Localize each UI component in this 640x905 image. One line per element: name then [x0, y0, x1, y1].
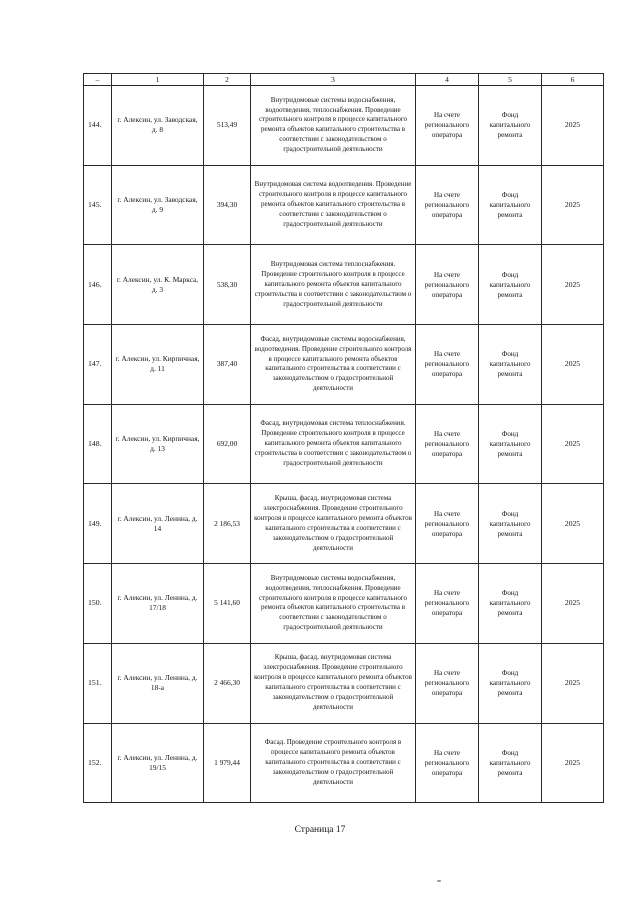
address-cell: г. Алексин, ул. Заводская, д. 9 [112, 165, 204, 245]
works-cell: Крыша, фасад, внутридомовая система электроснабжения. Проведение строительного контроля в процессе капитального ремонта объектов капитального строительства в соответствии с законодательством о градостроительной деятельности [251, 484, 416, 564]
year-cell: 2025 [542, 484, 604, 564]
method-cell: На счете регионального оператора [416, 325, 479, 405]
area-cell: 538,30 [204, 245, 251, 325]
source-cell: Фонд капитального ремонта [479, 404, 542, 484]
table-row [84, 245, 604, 325]
method-cell: На счете регионального оператора [416, 86, 479, 166]
address-cell: г. Алексин, ул. Ленина, д. 17/18 [112, 564, 204, 644]
source-cell: Фонд капитального ремонта [479, 86, 542, 166]
table-row [84, 723, 604, 803]
year-cell: 2025 [542, 165, 604, 245]
works-cell: Внутридомовая система теплоснабжения. Проведение строительного контроля в процессе капитального ремонта объектов капитального строительства в соответствии с законодательством о градостроительной деятельности [251, 245, 416, 325]
row-number: 147. [84, 325, 112, 405]
works-cell: Внутридомовая система водоотведения. Проведение строительного контроля в процессе капитального ремонта объектов капитального строительства в соответствии с законодательством о градостроительной деятельности [251, 165, 416, 245]
table-row [84, 165, 604, 245]
year-cell: 2025 [542, 723, 604, 803]
method-cell: На счете регионального оператора [416, 564, 479, 644]
source-cell: Фонд капитального ремонта [479, 325, 542, 405]
source-cell: Фонд капитального ремонта [479, 643, 542, 723]
table-row [84, 643, 604, 723]
address-cell: г. Алексин, ул. Кирпичная, д. 11 [112, 325, 204, 405]
column-header: 5 [479, 74, 542, 86]
address-cell: г. Алексин, ул. Ленина, д. 19/15 [112, 723, 204, 803]
year-cell: 2025 [542, 325, 604, 405]
column-header: 2 [204, 74, 251, 86]
works-cell: Фасад, внутридомовая система теплоснабжения. Проведение строительного контроля в процессе капитального ремонта объектов капитального строительства в соответствии с законодательством о градостроительной деятельности [251, 404, 416, 484]
method-cell: На счете регионального оператора [416, 404, 479, 484]
method-cell: На счете регионального оператора [416, 245, 479, 325]
column-header: 3 [251, 74, 416, 86]
area-cell: 5 141,60 [204, 564, 251, 644]
area-cell: 2 186,53 [204, 484, 251, 564]
scan-speck [437, 880, 441, 882]
area-cell: 2 466,30 [204, 643, 251, 723]
repair-plan-table [83, 73, 604, 803]
row-number: 149. [84, 484, 112, 564]
area-cell: 394,30 [204, 165, 251, 245]
page-number: Страница 17 [294, 825, 346, 835]
area-cell: 513,49 [204, 86, 251, 166]
source-cell: Фонд капитального ремонта [479, 564, 542, 644]
column-header: 4 [416, 74, 479, 86]
area-cell: 1 979,44 [204, 723, 251, 803]
year-cell: 2025 [542, 404, 604, 484]
method-cell: На счете регионального оператора [416, 643, 479, 723]
address-cell: г. Алексин, ул. Заводская, д. 8 [112, 86, 204, 166]
works-cell: Внутридомовые системы водоснабжения, водоотведения, теплоснабжения. Проведение строительного контроля в процессе капитального ремонта объектов капитального строительства в соответствии с законодательством о градостроительной деятельности [251, 564, 416, 644]
column-header: 6 [542, 74, 604, 86]
table-header-row [84, 74, 604, 86]
column-header: – [84, 74, 112, 86]
table-row [84, 86, 604, 166]
year-cell: 2025 [542, 564, 604, 644]
address-cell: г. Алексин, ул. Ленина, д. 18-а [112, 643, 204, 723]
row-number: 152. [84, 723, 112, 803]
year-cell: 2025 [542, 86, 604, 166]
source-cell: Фонд капитального ремонта [479, 723, 542, 803]
address-cell: г. Алексин, ул. Ленина, д. 14 [112, 484, 204, 564]
address-cell: г. Алексин, ул. Кирпичная, д. 13 [112, 404, 204, 484]
area-cell: 387,40 [204, 325, 251, 405]
source-cell: Фонд капитального ремонта [479, 165, 542, 245]
source-cell: Фонд капитального ремонта [479, 245, 542, 325]
row-number: 144. [84, 86, 112, 166]
table-row [84, 484, 604, 564]
works-cell: Фасад. Проведение строительного контроля в процессе капитального ремонта объектов капитального строительства в соответствии с законодательством о градостроительной деятельности [251, 723, 416, 803]
row-number: 145. [84, 165, 112, 245]
works-cell: Фасад, внутридомовые системы водоснабжения, водоотведения. Проведение строительного контроля в процессе капитального ремонта объектов капитального строительства в соответствии с законодательством о градостроительной деятельности [251, 325, 416, 405]
source-cell: Фонд капитального ремонта [479, 484, 542, 564]
row-number: 151. [84, 643, 112, 723]
method-cell: На счете регионального оператора [416, 484, 479, 564]
works-cell: Крыша, фасад, внутридомовая система электроснабжения. Проведение строительного контроля в процессе капитального ремонта объектов капитального строительства в соответствии с законодательством о градостроительной деятельности [251, 643, 416, 723]
method-cell: На счете регионального оператора [416, 165, 479, 245]
column-header: 1 [112, 74, 204, 86]
row-number: 148. [84, 404, 112, 484]
table-row [84, 564, 604, 644]
year-cell: 2025 [542, 643, 604, 723]
method-cell: На счете регионального оператора [416, 723, 479, 803]
address-cell: г. Алексин, ул. К. Маркса, д. 3 [112, 245, 204, 325]
table-row [84, 325, 604, 405]
works-cell: Внутридомовые системы водоснабжения, водоотведения, теплоснабжения. Проведение строительного контроля в процессе капитального ремонта объектов капитального строительства в соответствии с законодательством о градостроительной деятельности [251, 86, 416, 166]
row-number: 146. [84, 245, 112, 325]
year-cell: 2025 [542, 245, 604, 325]
row-number: 150. [84, 564, 112, 644]
table-row [84, 404, 604, 484]
area-cell: 692,00 [204, 404, 251, 484]
